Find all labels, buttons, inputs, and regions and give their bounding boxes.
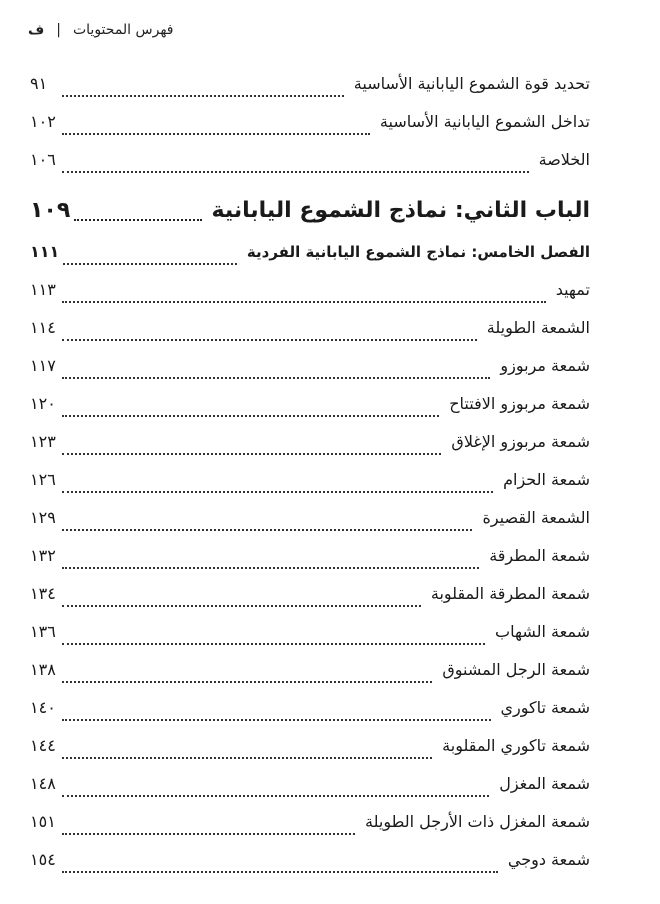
dot-leader [62,718,491,721]
toc-entry-page: ١١٣ [30,280,56,299]
toc-entry-title: تمهيد [555,280,590,299]
dot-leader [62,566,479,569]
toc-entry-page: ١٤٤ [30,736,56,755]
toc-entry[interactable] [30,850,590,880]
toc-entry[interactable] [30,470,590,500]
dot-leader [74,218,201,221]
toc-entry[interactable] [30,318,590,348]
toc-entry-title: شمعة تاكوري [500,698,590,717]
dot-leader [62,756,432,759]
toc-entry-page: ١٥١ [30,812,56,831]
toc-entry-title: شمعة مربوزو [500,356,590,375]
dot-leader [62,870,498,873]
toc-entry-title: شمعة المطرقة [489,546,590,565]
toc-entry-page: ١٣٦ [30,622,56,641]
toc-entry[interactable] [30,394,590,424]
toc-entry[interactable] [30,812,590,842]
dot-leader [62,832,355,835]
toc-entry-title: شمعة تاكوري المقلوبة [442,736,590,755]
toc-entry-title: شمعة الرجل المشنوق [442,660,590,679]
toc-entry[interactable] [30,74,590,104]
running-header [28,18,632,42]
toc-entry-title: الشمعة الطويلة [486,318,590,337]
dot-leader [62,300,546,303]
dot-leader [62,452,441,455]
toc-entry-page: ١١١ [30,242,60,261]
toc-entry-page: ١٥٤ [30,850,56,869]
toc-chapter-heading[interactable] [30,242,590,272]
toc-entry-page: ١٣٢ [30,546,56,565]
toc-entry-page: ١٢٣ [30,432,56,451]
toc-entry[interactable] [30,508,590,538]
toc-entry-title: تداخل الشموع اليابانية الأساسية [379,112,590,131]
dot-leader [62,414,439,417]
toc-entry-title: شمعة الحزام [503,470,590,489]
toc-entry-page: ١٤٨ [30,774,56,793]
header-separator: | [56,22,61,38]
toc-entry-title: الفصل الخامس: نماذج الشموع اليابانية الفردية [246,243,590,261]
toc-entry-page: ١٣٨ [30,660,56,679]
toc-entry[interactable] [30,150,590,180]
toc-entry[interactable] [30,660,590,690]
toc-entry-page: ١١٤ [30,318,56,337]
toc-entry-page: ٩١ [30,74,48,93]
dot-leader [62,794,489,797]
toc-entry-title: الخلاصة [538,150,590,169]
toc-entry-title: شمعة الشهاب [495,622,590,641]
toc-entry-page: ١٢٦ [30,470,56,489]
toc-entry-title: تحديد قوة الشموع اليابانية الأساسية [353,74,590,93]
toc-entry-page: ١٣٤ [30,584,56,603]
dot-leader [63,262,237,265]
toc-entry-page: ١٢٠ [30,394,56,413]
dot-leader [62,490,493,493]
toc-entry[interactable] [30,698,590,728]
toc-entry-page: ١١٧ [30,356,56,375]
toc-entry[interactable] [30,774,590,804]
dot-leader [62,604,421,607]
toc-entry[interactable] [30,546,590,576]
toc-entry[interactable] [30,584,590,614]
toc-entry[interactable] [30,432,590,462]
toc-entry-title: شمعة مربوزو الإغلاق [451,432,590,451]
toc-entry-page: ١٤٠ [30,698,56,717]
toc-entry-page: ١٠٦ [30,150,56,169]
dot-leader [62,376,490,379]
toc-entry[interactable] [30,356,590,386]
toc-entry[interactable] [30,280,590,310]
dot-leader [62,642,485,645]
toc-entry[interactable] [30,112,590,142]
toc-entry-title: الباب الثاني: نماذج الشموع اليابانية [211,198,590,223]
dot-leader [62,528,472,531]
page-folio: ف [28,22,45,38]
toc-entry-title: شمعة المغزل ذات الأرجل الطويلة [364,812,590,831]
toc-entry-title: شمعة المغزل [499,774,590,793]
header-title: فهرس المحتويات [72,22,174,38]
toc-entry-title: شمعة مربوزو الافتتاح [449,394,590,413]
dot-leader [62,132,370,135]
dot-leader [62,170,529,173]
toc-entry-page: ١٢٩ [30,508,56,527]
toc-part-heading[interactable] [30,198,590,228]
toc-entry[interactable] [30,736,590,766]
toc-entry-page: ١٠٩ [30,198,71,223]
dot-leader [62,94,344,97]
toc-entry-title: شمعة المطرقة المقلوبة [430,584,590,603]
toc-entry-title: الشمعة القصيرة [482,508,590,527]
dot-leader [62,680,432,683]
toc-entry[interactable] [30,622,590,652]
toc-entry-page: ١٠٢ [30,112,56,131]
dot-leader [62,338,477,341]
toc-entry-title: شمعة دوجي [507,850,590,869]
